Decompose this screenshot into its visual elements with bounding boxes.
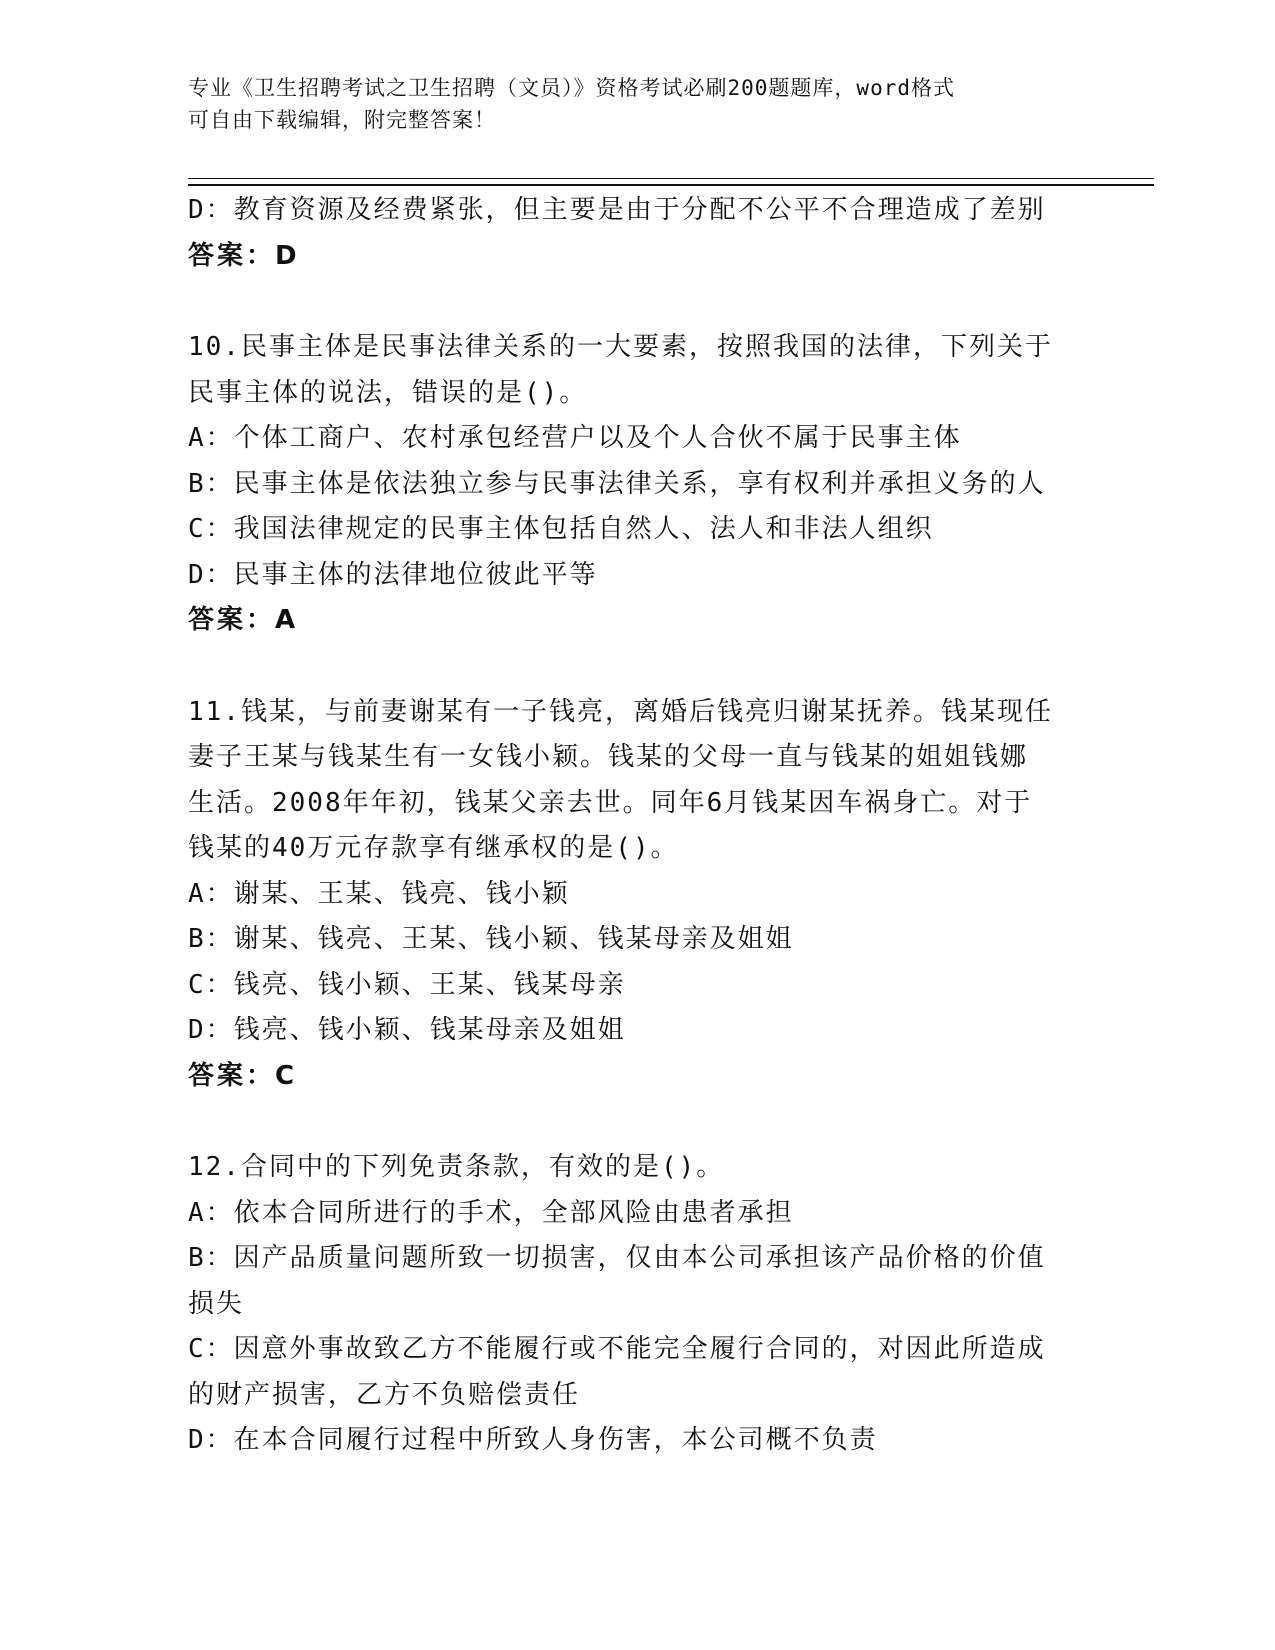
header-title-line-2: 可自由下载编辑，附完整答案！ (188, 108, 496, 132)
previous-question-tail (188, 188, 1088, 279)
option-c: C：因意外事故致乙方不能履行或不能完全履行合同的，对因此所造成 (188, 1334, 1046, 1364)
question-stem: 12.合同中的下列免责条款，有效的是()。 (188, 1152, 725, 1182)
answer-line: 答案：D (188, 240, 300, 271)
option-d: D：在本合同履行过程中所致人身伤害，本公司概不负责 (188, 1425, 878, 1455)
question-stem: 钱某的40万元存款享有继承权的是()。 (188, 833, 679, 863)
question-stem: 妻子王某与钱某生有一女钱小颖。钱某的父母一直与钱某的姐姐钱娜 (188, 742, 1029, 772)
header-divider (188, 178, 1154, 186)
option-d: D：钱亮、钱小颖、钱某母亲及姐姐 (188, 1015, 626, 1045)
document-body (188, 188, 1088, 1464)
question-stem: 11.钱某，与前妻谢某有一子钱亮，离婚后钱亮归谢某抚养。钱某现任 (188, 696, 1053, 727)
option-a: A：依本合同所进行的手术，全部风险由患者承担 (188, 1197, 794, 1228)
question-stem: 10.民事主体是民事法律关系的一大要素，按照我国的法律，下列关于 (188, 332, 1053, 362)
question-10 (188, 325, 1088, 644)
option-a: A：个体工商户、农村承包经营户以及个人合伙不属于民事主体 (188, 423, 962, 453)
question-12 (188, 1145, 1088, 1464)
option-b-continued: 损失 (188, 1288, 245, 1319)
option-b: B：谢某、钱亮、王某、钱小颖、钱某母亲及姐姐 (188, 924, 794, 954)
answer-line: 答案：C (188, 1060, 298, 1091)
option-c-continued: 的财产损害，乙方不负赔偿责任 (188, 1379, 581, 1410)
header-title-line-1: 专业《卫生招聘考试之卫生招聘（文员）》资格考试必刷200题题库，word格式 (188, 76, 955, 100)
page-header (188, 72, 1088, 136)
option-b: B：因产品质量问题所致一切损害，仅由本公司承担该产品价格的价值 (188, 1243, 1046, 1273)
option-b: B：民事主体是依法独立参与民事法律关系，享有权利并承担义务的人 (188, 468, 1046, 499)
answer-line: 答案：A (188, 605, 299, 635)
option-d: D：民事主体的法律地位彼此平等 (188, 559, 598, 590)
option-a: A：谢某、王某、钱亮、钱小颖 (188, 878, 570, 909)
question-stem: 民事主体的说法，错误的是()。 (188, 377, 588, 408)
question-11 (188, 690, 1088, 1100)
option-d: D：教育资源及经费紧张，但主要是由于分配不公平不合理造成了差别 (188, 195, 1046, 225)
option-c: C：我国法律规定的民事主体包括自然人、法人和非法人组织 (188, 514, 934, 544)
option-c: C：钱亮、钱小颖、王某、钱某母亲 (188, 969, 626, 1000)
question-stem: 生活。2008年年初，钱某父亲去世。同年6月钱某因车祸身亡。对于 (188, 787, 1033, 818)
